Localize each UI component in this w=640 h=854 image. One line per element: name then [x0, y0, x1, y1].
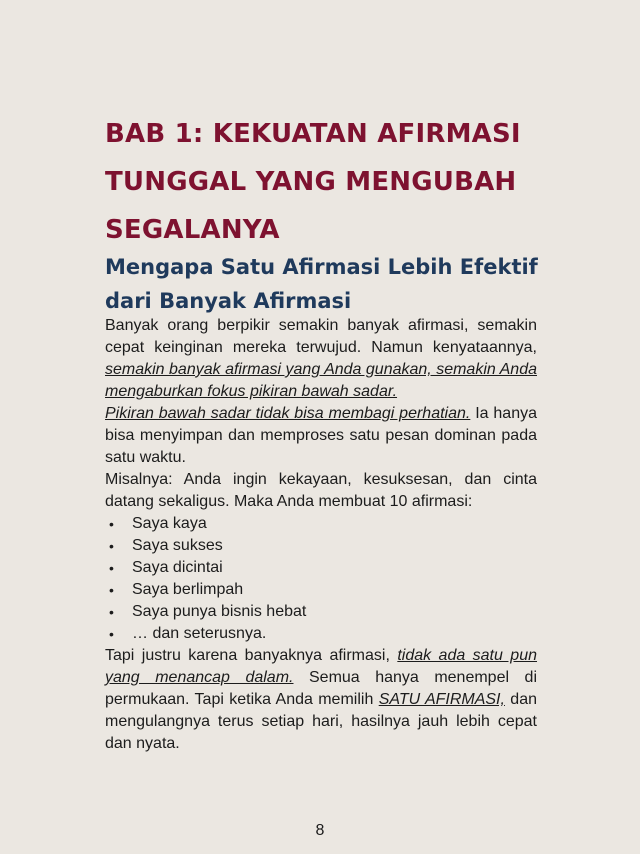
bullet-icon: •: [109, 626, 114, 642]
list-item: • Saya kaya: [105, 513, 537, 535]
affirmation-list: [105, 513, 537, 645]
bullet-icon: •: [109, 582, 114, 598]
paragraph-subconscious: [105, 403, 537, 469]
list-item: • Saya sukses: [105, 535, 537, 557]
paragraph-subconscious-text: Ia hanya bisa menyimpan dan memproses satu pesan dominan pada satu waktu.: [105, 405, 537, 466]
list-item: • Saya berlimpah: [105, 579, 537, 601]
list-item: • Saya dicintai: [105, 557, 537, 579]
bullet-icon: •: [109, 516, 114, 532]
bullet-icon: •: [109, 560, 114, 576]
paragraph-intro: [105, 315, 537, 403]
paragraph-subconscious-emphasis: Pikiran bawah sadar tidak bisa membagi perhatian.: [105, 405, 471, 422]
list-item: • Saya punya bisnis hebat: [105, 601, 537, 623]
bullet-icon: •: [109, 604, 114, 620]
section-heading: Mengapa Satu Afirmasi Lebih Efektif dari Banyak Afirmasi: [105, 255, 538, 313]
body-text: [105, 315, 537, 755]
page-number: 8: [315, 822, 325, 839]
chapter-title: BAB 1: KEKUATAN AFIRMASI TUNGGAL YANG MENGUBAH SEGALANYA: [105, 119, 521, 245]
paragraph-conclusion-emphasis: tidak ada satu pun yang menancap dalam.: [105, 647, 538, 686]
paragraph-conclusion: Tapi justru karena banyaknya afirmasi, tidak ada satu pun yang menancap dalam. Semua hanya menempel di permukaan. Tapi ketika Anda memilih SATU AFIRMASI, dan mengulangnya terus setiap hari, hasilnya jauh lebih cepat dan nyata.: [105, 647, 538, 752]
single-affirmation-emphasis: SATU AFIRMASI,: [378, 691, 505, 708]
list-item: • … dan seterusnya.: [105, 623, 537, 645]
paragraph-intro-text: Banyak orang berpikir semakin banyak afirmasi, semakin cepat keinginan mereka terwujud. Namun kenyataannya,: [105, 317, 537, 356]
bullet-icon: •: [109, 538, 114, 554]
paragraph-example: Misalnya: Anda ingin kekayaan, kesuksesan, dan cinta datang sekaligus. Maka Anda membuat 10 afirmasi:: [105, 471, 537, 510]
paragraph-intro-emphasis: semakin banyak afirmasi yang Anda gunakan, semakin Anda mengaburkan fokus pikiran bawah sadar.: [105, 361, 537, 400]
